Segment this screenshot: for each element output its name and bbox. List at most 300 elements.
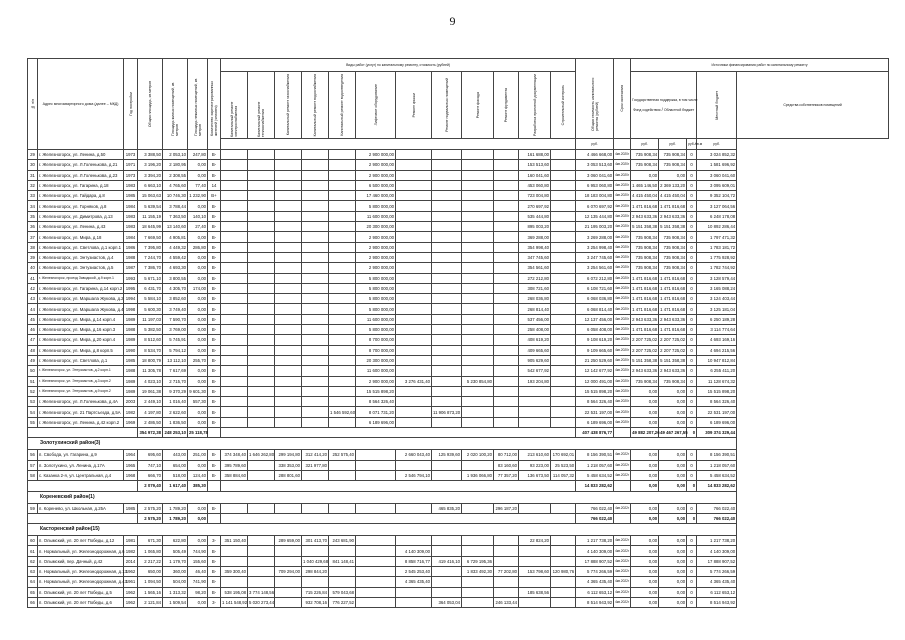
section-header-row (28, 524, 889, 536)
subtotal-cell (221, 428, 576, 438)
row-cell (494, 355, 519, 365)
row-cell: 0 (687, 314, 697, 324)
subtotal-cell: 0 (687, 428, 697, 438)
row-cell: 6 248 178,08 (697, 211, 737, 221)
header-energy-class: Количество зарегистрированных жителей (человек) (208, 59, 221, 150)
row-number: 46 (28, 325, 38, 335)
row-cell: 744,90 (188, 546, 208, 556)
row-cell: 5 745,91 (163, 335, 188, 345)
subtotal-cell: 248 253,10 (163, 428, 188, 438)
row-cell: 0,00 (659, 417, 687, 427)
row-cell: 735 908,34 (659, 160, 687, 170)
row-cell (275, 263, 302, 273)
row-cell (432, 397, 462, 407)
row-cell: 4 365 435,40 (396, 577, 432, 587)
row-cell: 308 721,60 (519, 283, 551, 293)
row-cell (302, 170, 329, 180)
table-body (28, 150, 889, 608)
row-cell: 0 (687, 407, 697, 417)
row-cell: 0 (687, 252, 697, 262)
row-cell (432, 242, 462, 252)
row-cell: 4кв.2020г (614, 283, 631, 293)
table-row (28, 304, 889, 314)
row-cell (302, 577, 329, 587)
row-address: п. Нормальный, ул. Железнодорожная, д.6 (38, 546, 124, 556)
table-row (28, 201, 889, 211)
row-cell (248, 242, 275, 252)
row-cell: 0 (687, 397, 697, 407)
row-cell (551, 546, 576, 556)
row-cell: 1984 (124, 232, 138, 242)
row-cell: В- (208, 242, 221, 252)
row-cell: 7 386,70 (138, 263, 163, 273)
row-cell: 2014 (124, 556, 138, 566)
row-cell: 0,00 (188, 597, 208, 607)
row-cell (302, 180, 329, 190)
row-cell: 3 800,55 (163, 273, 188, 283)
row-cell (356, 470, 396, 480)
subtotal-cell (208, 481, 221, 491)
header-total-area: Общая площадь, кв.метров (138, 59, 163, 150)
row-cell: 1964 (124, 450, 138, 460)
row-cell: 4 693,30 (163, 263, 188, 273)
row-cell: 0,00 (188, 294, 208, 304)
row-cell: 1986 (124, 242, 138, 252)
row-cell: 2 660 043,40 (396, 450, 432, 460)
table-row (28, 386, 889, 396)
row-cell: 185 638,56 (519, 587, 551, 597)
row-cell: 8 534,70 (138, 345, 163, 355)
row-cell: 20 300 000,00 (356, 355, 396, 365)
row-cell: 0 (687, 556, 697, 566)
row-cell (302, 355, 329, 365)
row-cell (221, 150, 248, 160)
row-cell (356, 577, 396, 587)
row-cell: В- (208, 273, 221, 283)
row-cell: 2 900 000,00 (356, 263, 396, 273)
row-cell: 193 204,80 (519, 376, 551, 386)
table-row (28, 232, 889, 242)
row-cell: 1961 (124, 577, 138, 587)
row-cell: 6 189 696,00 (697, 417, 737, 427)
row-cell (221, 407, 248, 417)
row-number: 36 (28, 222, 38, 232)
row-cell (329, 191, 356, 201)
row-cell (275, 345, 302, 355)
row-cell: 443,00 (163, 450, 188, 460)
row-cell (432, 470, 462, 480)
row-cell: 114 057,32 (551, 470, 576, 480)
row-cell: 1988 (124, 366, 138, 376)
table-row (28, 283, 889, 293)
row-cell (248, 222, 275, 232)
row-cell (519, 407, 551, 417)
row-cell (462, 273, 494, 283)
row-cell (519, 597, 551, 607)
row-cell (519, 546, 551, 556)
row-cell: В- (208, 577, 221, 587)
row-cell: 735 908,34 (631, 150, 659, 160)
row-cell (462, 536, 494, 546)
row-cell (275, 503, 302, 513)
row-cell (248, 201, 275, 211)
row-cell: 3 774 148,56 (248, 587, 275, 597)
row-cell: 7 669,50 (138, 232, 163, 242)
table-row (28, 397, 889, 407)
row-number: 35 (28, 211, 38, 221)
row-cell: 1 783 181,72 (697, 242, 737, 252)
row-cell: 0,00 (631, 503, 659, 513)
row-cell: 27,40 (188, 222, 208, 232)
row-number: 37 (28, 232, 38, 242)
row-address: г. Железногорск, ул. Л.Голенькова, д.4А (38, 397, 124, 407)
row-number: 60 (28, 536, 38, 546)
row-cell (356, 450, 396, 460)
row-cell (221, 294, 248, 304)
row-cell: В- (208, 366, 221, 376)
row-cell (221, 211, 248, 221)
row-cell: 17 888 907,52 (697, 556, 737, 566)
row-cell (432, 211, 462, 221)
section-title: Золотухинский район(3) (28, 438, 737, 450)
row-cell: 8 858 716,77 (396, 556, 432, 566)
row-cell (396, 417, 432, 427)
subtotal-cell: 2 079,40 (138, 481, 163, 491)
row-cell: 4кв.2020г (614, 407, 631, 417)
row-cell (302, 546, 329, 556)
row-cell (462, 460, 494, 470)
row-cell (494, 283, 519, 293)
row-cell (221, 355, 248, 365)
row-cell (221, 335, 248, 345)
row-cell: 1982 (124, 407, 138, 417)
row-cell (432, 222, 462, 232)
row-cell: 4кв.2020г (614, 150, 631, 160)
row-cell: 0,00 (631, 546, 659, 556)
row-cell (329, 201, 356, 211)
row-cell (396, 597, 432, 607)
row-cell (551, 242, 576, 252)
row-cell: 0,00 (631, 386, 659, 396)
row-cell: 4кв.2022г (614, 503, 631, 513)
row-number: 30 (28, 160, 38, 170)
row-cell: В- (208, 376, 221, 386)
row-number: 64 (28, 577, 38, 587)
row-cell: 4кв.2020г (614, 397, 631, 407)
row-cell: 3 394,20 (138, 170, 163, 180)
row-cell: 505,49 (163, 546, 188, 556)
row-cell (329, 294, 356, 304)
row-cell: 735 908,34 (631, 232, 659, 242)
row-cell: 2 121,84 (138, 597, 163, 607)
row-cell (494, 335, 519, 345)
row-address: г. Железногорск, ул. Мира, д.8 корп.5 (38, 345, 124, 355)
row-number: 42 (28, 283, 38, 293)
row-cell (396, 407, 432, 417)
row-cell: 1989 (124, 386, 138, 396)
row-cell (494, 314, 519, 324)
table-row (28, 366, 889, 376)
row-cell (462, 201, 494, 211)
row-address: с. Казанка 2-я, ул. Центральная, д.4 (38, 470, 124, 480)
row-cell (462, 503, 494, 513)
row-cell (551, 211, 576, 221)
row-cell (396, 386, 432, 396)
row-cell: 0 (687, 566, 697, 576)
row-cell: 654,00 (163, 460, 188, 470)
subtotal-cell: 0,00 (631, 513, 659, 523)
row-cell: 0,00 (188, 503, 208, 513)
row-cell (494, 232, 519, 242)
row-number: 32 (28, 180, 38, 190)
row-cell: 1989 (124, 376, 138, 386)
row-address: г. Железногорск, ул. Димитрова, д.13 (38, 211, 124, 221)
row-cell: 8 156 390,51 (576, 450, 614, 460)
row-cell: 18 183 004,80 (576, 191, 614, 201)
row-cell: 8 564 326,40 (576, 397, 614, 407)
header-units-works (221, 139, 576, 150)
row-cell (329, 386, 356, 396)
row-cell: В- (208, 355, 221, 365)
row-cell: 6 189 696,00 (576, 417, 614, 427)
row-cell: 5 151 358,38 (659, 222, 687, 232)
row-cell (396, 536, 432, 546)
row-cell (329, 160, 356, 170)
row-cell: 358 884,60 (221, 470, 248, 480)
row-cell: 3 269 288,00 (576, 232, 614, 242)
row-cell (275, 232, 302, 242)
row-cell (551, 587, 576, 597)
row-address: п. Олымский, ул. 20 лет Победы, д.12 (38, 536, 124, 546)
subtotal-cell: 0,00 (188, 513, 208, 523)
row-cell (396, 170, 432, 180)
header-work-basement: Ремонт подвальных помещений (432, 72, 462, 139)
header-address: Адрес многоквартирного дома (далее – МКД) (38, 59, 124, 150)
row-cell (396, 294, 432, 304)
row-cell (432, 314, 462, 324)
row-number: 57 (28, 460, 38, 470)
row-cell (551, 536, 576, 546)
row-cell (275, 597, 302, 607)
row-cell (248, 536, 275, 546)
row-cell (396, 460, 432, 470)
row-cell (494, 587, 519, 597)
row-cell: 3 254 998,40 (576, 242, 614, 252)
row-cell (551, 273, 576, 283)
row-cell (462, 325, 494, 335)
header-nonliving-area: Площадь нежилых помещений, кв. метров (188, 59, 208, 150)
row-cell (275, 180, 302, 190)
row-cell: 0 (687, 150, 697, 160)
row-cell (248, 397, 275, 407)
row-cell (462, 546, 494, 556)
row-cell: 0,00 (188, 325, 208, 335)
row-cell: 0,00 (188, 460, 208, 470)
header-work-control: Строительный контроль (551, 72, 576, 139)
row-cell: 3 247 745,60 (576, 252, 614, 262)
table-row (28, 211, 889, 221)
row-cell: 537 456,00 (519, 314, 551, 324)
subtotal-cell: 766 022,40 (576, 513, 614, 523)
row-cell: 5 774 266,59 (697, 566, 737, 576)
row-cell (494, 180, 519, 190)
row-cell: В- (208, 222, 221, 232)
row-cell: В- (208, 304, 221, 314)
row-cell (329, 252, 356, 262)
row-cell: 4кв.2020г (614, 191, 631, 201)
row-cell (302, 294, 329, 304)
row-cell (494, 386, 519, 396)
row-cell (396, 222, 432, 232)
row-cell: 10 947 812,84 (697, 355, 737, 365)
row-cell: 666,70 (138, 470, 163, 480)
row-cell: 0,00 (188, 366, 208, 376)
row-cell (432, 283, 462, 293)
row-cell: 4кв.2020г (614, 294, 631, 304)
header-works-group: Виды работ (услуг) по капитальному ремонту, стоимость (рублей) (221, 59, 576, 72)
row-cell: 695,60 (138, 450, 163, 460)
row-cell: 2 900 000,00 (356, 170, 396, 180)
row-cell: 1973 (124, 150, 138, 160)
row-cell: 735 908,34 (631, 252, 659, 262)
row-address: г. Железногорск, проезд Заводской, д.9 корп.1 (38, 273, 124, 283)
row-cell: 120 980,76 (551, 566, 576, 576)
row-cell: 0 (687, 345, 697, 355)
row-cell: 0 (687, 470, 697, 480)
row-cell: 4кв.2020г (614, 263, 631, 273)
row-cell: 8 514 943,92 (697, 597, 737, 607)
row-cell: 298 844,20 (302, 566, 329, 576)
row-cell (551, 294, 576, 304)
row-cell: 11 600 000,00 (356, 211, 396, 221)
row-cell: 0,00 (631, 566, 659, 576)
row-cell: 0 (687, 211, 697, 221)
row-cell: 351 150,40 (221, 536, 248, 546)
row-cell: 272 212,80 (519, 273, 551, 283)
row-cell (248, 294, 275, 304)
row-cell: В- (208, 160, 221, 170)
row-cell: 0,00 (188, 170, 208, 180)
row-cell: 22 531 197,00 (576, 407, 614, 417)
row-cell: 8 564 326,40 (697, 397, 737, 407)
row-cell (302, 470, 329, 480)
row-cell: 4 140 309,00 (697, 546, 737, 556)
row-cell (494, 242, 519, 252)
row-cell (302, 232, 329, 242)
row-cell: 4кв.2020г (614, 355, 631, 365)
row-cell: 3 053 513,60 (576, 160, 614, 170)
row-cell (221, 577, 248, 587)
row-cell (432, 273, 462, 283)
row-cell: 14 (208, 180, 221, 190)
row-cell: 2 545 253,40 (396, 566, 432, 576)
row-cell: 1993 (124, 273, 138, 283)
row-cell: 4кв.2020г (614, 273, 631, 283)
row-cell: 1983 (124, 222, 138, 232)
row-cell: 1968 (124, 470, 138, 480)
row-cell (275, 283, 302, 293)
row-cell (462, 587, 494, 597)
row-address: г. Железногорск, ул. Светлова, д.1 корп.1 (38, 242, 124, 252)
row-cell (494, 376, 519, 386)
row-cell: 0 (687, 417, 697, 427)
row-cell: 11 128 674,32 (697, 376, 737, 386)
row-cell: 10 892 286,44 (697, 222, 737, 232)
row-address: г. Железногорск, ул. Ленина, д.42 корп.2 (38, 417, 124, 427)
row-cell: 735 908,34 (659, 376, 687, 386)
row-cell: 735 908,34 (631, 376, 659, 386)
row-cell: 0,00 (659, 386, 687, 396)
row-cell (551, 191, 576, 201)
row-cell (275, 294, 302, 304)
row-cell: 4кв.2022г (614, 536, 631, 546)
subtotal-cell: 0 (687, 481, 697, 491)
subtotal-cell (614, 428, 631, 438)
row-cell: 453 060,80 (519, 180, 551, 190)
row-cell (432, 170, 462, 180)
row-number: 61 (28, 546, 38, 556)
row-address: г. Железногорск, ул. Маршала Жукова, д.2 (38, 294, 124, 304)
row-cell (221, 345, 248, 355)
page-number: 9 (449, 14, 456, 28)
row-address: г. Железногорск, ул. Гайдара, д.8 (38, 191, 124, 201)
row-cell: 18 645,99 (138, 222, 163, 232)
row-cell (432, 366, 462, 376)
row-cell (302, 273, 329, 283)
row-cell: 538 195,08 (221, 587, 248, 597)
row-cell (356, 556, 396, 566)
row-cell (462, 397, 494, 407)
row-cell: В- (208, 397, 221, 407)
row-cell: 8 512,60 (138, 335, 163, 345)
row-cell (248, 417, 275, 427)
row-cell: 0 (687, 222, 697, 232)
table-row (28, 222, 889, 232)
subtotal-cell: 14 833 282,62 (576, 481, 614, 491)
row-cell (248, 283, 275, 293)
row-address: п. Нормальный, ул. Железнодорожная, д.43 (38, 577, 124, 587)
row-cell: 4кв.2020г (614, 211, 631, 221)
row-cell: 0,00 (631, 397, 659, 407)
row-cell (248, 566, 275, 576)
row-number: 48 (28, 345, 38, 355)
row-cell (248, 325, 275, 335)
row-cell: 1989 (124, 314, 138, 324)
row-cell (494, 397, 519, 407)
row-cell: 3 749,40 (163, 304, 188, 314)
row-cell (221, 232, 248, 242)
row-cell (248, 170, 275, 180)
row-cell: 6 070 697,92 (576, 201, 614, 211)
capital-repair-table (27, 58, 889, 608)
row-cell: 8 514 943,92 (576, 597, 614, 607)
row-cell: 518,00 (163, 470, 188, 480)
row-cell: 4кв.2020г (614, 376, 631, 386)
row-cell: 2 486,50 (138, 417, 163, 427)
row-cell (551, 397, 576, 407)
row-cell: 0,00 (188, 273, 208, 283)
row-cell: 1994 (124, 294, 138, 304)
row-cell (494, 546, 519, 556)
row-cell: 5 794,12 (163, 345, 188, 355)
row-cell: 4 559,42 (163, 252, 188, 262)
row-cell: 504,00 (163, 577, 188, 587)
table-row (28, 450, 889, 460)
row-cell (275, 160, 302, 170)
row-cell: 0,00 (659, 170, 687, 180)
table-row (28, 242, 889, 252)
row-cell (221, 170, 248, 180)
